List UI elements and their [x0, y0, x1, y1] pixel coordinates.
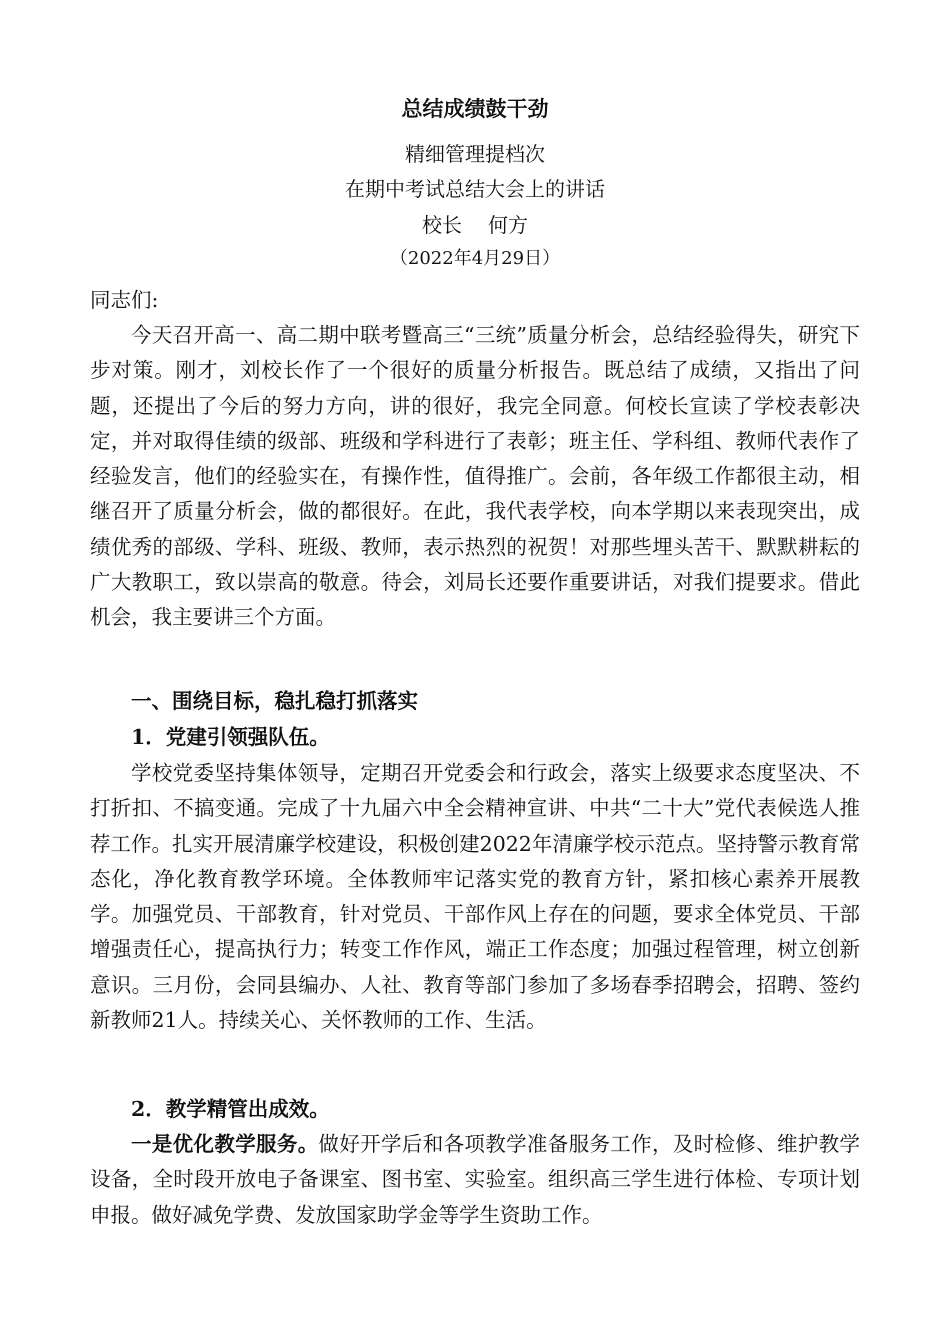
subsection-heading-1-1: 1．党建引领强队伍。 [131, 725, 330, 749]
greeting: 同志们: [90, 288, 159, 312]
paragraph-intro: 今天召开高一、高二期中联考暨高三“三统”质量分析会，总结经验得失，研究下步对策。刚才，刘校长作了一个很好的质量分析报告。既总结了成绩，又指出了问题，还提出了今后的努力方向，讲的很好，我完全同意。何校长宣读了学校表彰决定，并对取得佳绩的级部、班级和学科进行了表彰；班主任、学科组、教师代表作了经验发言，他们的经验实在，有操作性，值得推广。会前，各年级工作都很主动，相继召开了质量分析会，做的都很好。在此，我代表学校，向本学期以来表现突出，成绩优秀的部级、学科、班级、教师，表示热烈的祝贺！对那些埋头苦干、默默耕耘的广大教职工，致以崇高的敬意。待会，刘局长还要作重要讲话，对我们提要求。借此机会，我主要讲三个方面。 [90, 323, 860, 630]
document-subtitle-2: 在期中考试总结大会上的讲话 [345, 177, 605, 201]
document-title: 总结成绩鼓干劲 [401, 96, 549, 121]
paragraph-teaching-service [90, 1127, 860, 1233]
subsection-heading-1-2: 2．教学精管出成效。 [131, 1097, 330, 1121]
section-heading-1: 一、围绕目标，稳扎稳打抓落实 [131, 689, 418, 713]
document-subtitle-1: 精细管理提档次 [405, 142, 545, 166]
speaker-name: 何方 [488, 213, 528, 237]
speaker-role: 校长 [422, 213, 462, 237]
speech-date: （2022年4月29日） [389, 248, 561, 269]
speaker-line [90, 211, 860, 239]
paragraph-body-text: 做好开学后和各项教学准备服务工作，及时检修、维护教学设备，全时段开放电子备课室、图书室、实验室。组织高三学生进行体检、专项计划申报。做好减免学费、发放国家助学金等学生资助工作。 [90, 1132, 861, 1227]
paragraph-lead-phrase: 一是优化教学服务。 [131, 1132, 319, 1156]
paragraph-party-building: 学校党委坚持集体领导，定期召开党委会和行政会，落实上级要求态度坚决、不打折扣、不搞变通。完成了十九届六中全会精神宣讲、中共“二十大”党代表候选人推荐工作。扎实开展清廉学校建设，积极创建2022年清廉学校示范点。坚持警示教育常态化，净化教育教学环境。全体教师牢记落实党的教育方针，紧扣核心素养开展教学。加强党员、干部教育，针对党员、干部作风上存在的问题，要求全体党员、干部增强责任心，提高执行力；转变工作作风，端正工作态度；加强过程管理，树立创新意识。三月份，会同县编办、人社、教育等部门参加了多场春季招聘会，招聘、签约新教师21人。持续关心、关怀教师的工作、生活。 [90, 761, 860, 1033]
